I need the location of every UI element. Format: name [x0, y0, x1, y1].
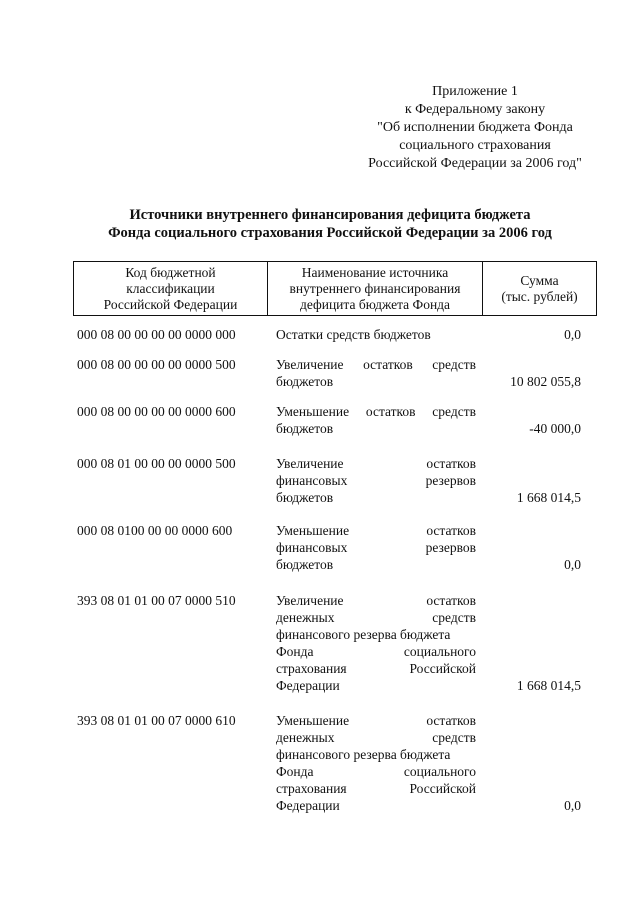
- row-code: 000 08 00 00 00 00 0000 000: [77, 327, 236, 342]
- row-name: [276, 522, 476, 573]
- appendix-line: к Федеральному закону: [404, 102, 546, 117]
- row-sum: -40 000,0: [529, 421, 581, 436]
- row-name-word: остатков: [426, 713, 476, 728]
- row-name-word: резервов: [425, 540, 476, 555]
- row-name-word: Остатки средств бюджетов: [276, 327, 431, 342]
- row-name-word: остатков: [365, 404, 416, 419]
- row-name-word: средств: [432, 404, 476, 419]
- appendix-line: Российской Федерации за 2006 год": [368, 156, 582, 171]
- row-name-word: Федерации: [276, 798, 340, 813]
- row-code: 000 08 0100 00 00 0000 600: [77, 523, 233, 538]
- row-name-word: Уменьшение: [276, 404, 350, 419]
- row-name: [276, 356, 476, 390]
- row-name-line: [276, 763, 476, 780]
- header-text: классификации: [126, 280, 215, 296]
- row-name-word: средств: [432, 730, 476, 745]
- row-name-line: [276, 592, 476, 609]
- header-text: (тыс. рублей): [501, 288, 578, 304]
- row-name-word: финансового резерва бюджета: [276, 627, 451, 642]
- row-name-word: остатков: [426, 593, 476, 608]
- row-name-word: Российской: [409, 781, 476, 796]
- row-name-word: Федерации: [276, 678, 340, 693]
- row-sum: 1 668 014,5: [516, 490, 581, 505]
- header-name: [267, 262, 482, 315]
- row-name-line: [276, 780, 476, 797]
- row-name-line: [276, 729, 476, 746]
- header-sum: [482, 262, 597, 315]
- row-name-word: остатков: [426, 523, 476, 538]
- row-name-word: остатков: [363, 357, 413, 372]
- header-text: внутреннего финансирования: [289, 280, 461, 296]
- row-name-line: [276, 539, 476, 556]
- header-text: Сумма: [520, 272, 559, 288]
- row-name: [276, 455, 476, 506]
- row-sum: 0,0: [564, 798, 581, 813]
- row-code: 000 08 01 00 00 00 0000 500: [77, 456, 236, 471]
- header-code: [73, 262, 267, 315]
- document-title: [60, 206, 600, 242]
- row-name-word: социального: [403, 644, 476, 659]
- row-name-line: [276, 326, 476, 343]
- row-name-word: страхования: [276, 661, 347, 676]
- row-name-word: страхования: [276, 781, 347, 796]
- row-name-line: [276, 356, 476, 373]
- row-name-word: социального: [403, 764, 476, 779]
- row-name-line: [276, 626, 476, 643]
- row-name-line: [276, 712, 476, 729]
- row-name-line: [276, 455, 476, 472]
- row-name-word: Фонда: [276, 644, 314, 659]
- row-sum: 10 802 055,8: [510, 374, 581, 389]
- row-name: [276, 326, 476, 343]
- row-name-word: Увеличение: [276, 357, 344, 372]
- row-name-line: [276, 556, 476, 573]
- row-name-word: финансовых: [276, 540, 348, 555]
- row-name-line: [276, 420, 476, 437]
- appendix-line: социального страхования: [399, 138, 551, 153]
- header-text: Наименование источника: [301, 264, 449, 280]
- row-name-line: [276, 472, 476, 489]
- row-sum: 0,0: [564, 557, 581, 572]
- appendix-line: "Об исполнении бюджета Фонда: [377, 120, 573, 135]
- row-code: 000 08 00 00 00 00 0000 600: [77, 404, 236, 419]
- row-code: 393 08 01 01 00 07 0000 610: [77, 713, 236, 728]
- row-sum: 0,0: [564, 327, 581, 342]
- row-name-line: [276, 797, 476, 814]
- row-name-word: финансового резерва бюджета: [276, 747, 451, 762]
- row-sum: 1 668 014,5: [516, 678, 581, 693]
- row-code: 393 08 01 01 00 07 0000 510: [77, 593, 236, 608]
- row-name-line: [276, 660, 476, 677]
- row-name-word: остатков: [426, 456, 476, 471]
- row-name-line: [276, 643, 476, 660]
- header-text: дефицита бюджета Фонда: [299, 296, 451, 312]
- row-name-line: [276, 677, 476, 694]
- row-name-word: Российской: [409, 661, 476, 676]
- table-header: [73, 261, 597, 316]
- row-name-word: финансовых: [276, 473, 348, 488]
- row-name: [276, 712, 476, 814]
- appendix-line: Приложение 1: [432, 84, 518, 99]
- row-name-word: бюджетов: [276, 374, 334, 389]
- title-line: Фонда социального страхования Российской Федерации за 2006 год: [108, 225, 552, 241]
- row-name-line: [276, 373, 476, 390]
- row-name-word: Фонда: [276, 764, 314, 779]
- row-name-line: [276, 609, 476, 626]
- row-name: [276, 403, 476, 437]
- appendix-header: [330, 83, 620, 173]
- row-name-word: Уменьшение: [276, 713, 350, 728]
- row-name-word: Увеличение: [276, 593, 344, 608]
- header-text: Код бюджетной: [125, 264, 216, 280]
- row-name-line: [276, 489, 476, 506]
- row-name-word: бюджетов: [276, 557, 334, 572]
- row-name-word: резервов: [425, 473, 476, 488]
- row-name-line: [276, 522, 476, 539]
- row-name-word: Увеличение: [276, 456, 344, 471]
- row-name-word: средств: [432, 610, 476, 625]
- row-name-word: денежных: [276, 610, 335, 625]
- row-name-word: Уменьшение: [276, 523, 350, 538]
- row-name-word: средств: [432, 357, 476, 372]
- header-text: Российской Федерации: [103, 296, 238, 312]
- row-name: [276, 592, 476, 694]
- row-name-word: денежных: [276, 730, 335, 745]
- row-name-word: бюджетов: [276, 490, 334, 505]
- row-code: 000 08 00 00 00 00 0000 500: [77, 357, 236, 372]
- row-name-line: [276, 746, 476, 763]
- row-name-word: бюджетов: [276, 421, 334, 436]
- title-line: Источники внутреннего финансирования дефицита бюджета: [129, 207, 531, 223]
- row-name-line: [276, 403, 476, 420]
